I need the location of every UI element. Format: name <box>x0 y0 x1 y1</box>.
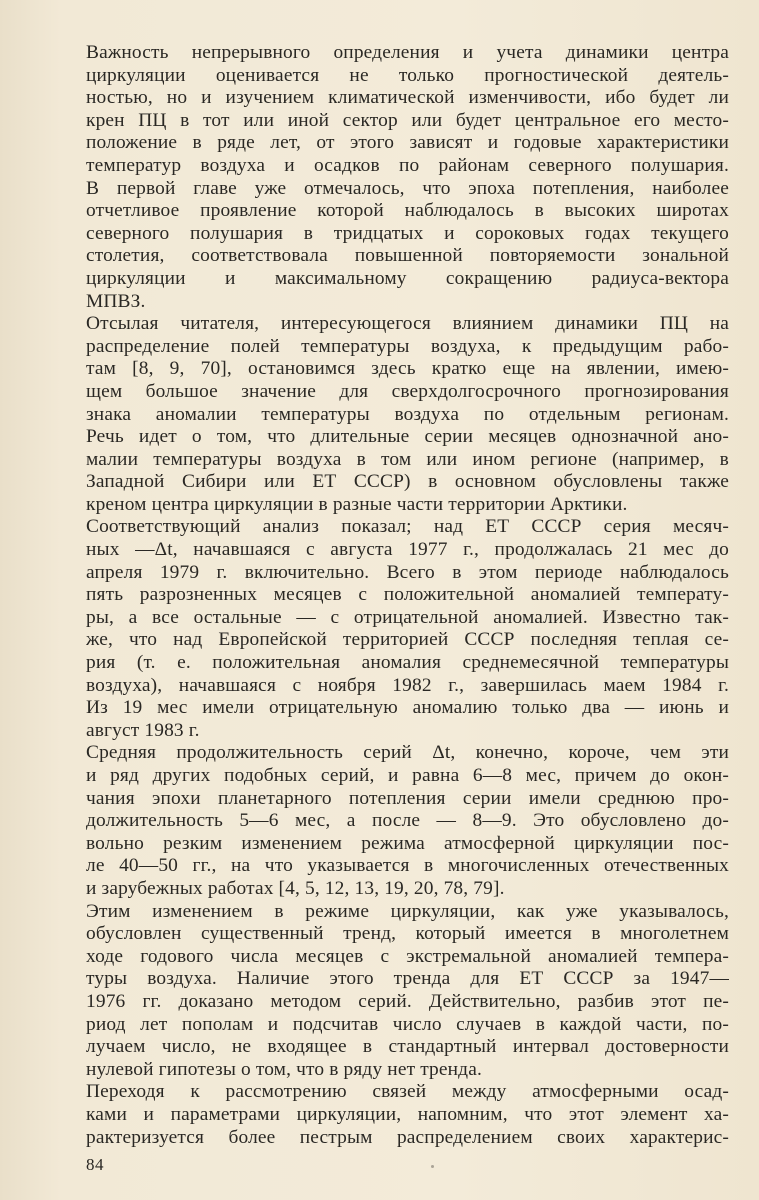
text-line: и зарубежных работах [4, 5, 12, 13, 19, 20, 78, 79]. <box>86 877 505 899</box>
page-number: 84 <box>86 1155 104 1174</box>
text-line: щем большое значение для сверхдолгосрочного прогнозирования <box>86 380 729 402</box>
text-line: малии температуры воздуха в том или ином регионе (например, в <box>86 448 729 470</box>
text-line: риод лет пополам и подсчитав число случаев в каждой части, по- <box>86 1013 729 1035</box>
text-line: знака аномалии температуры воздуха по отдельным регионам. <box>86 403 729 425</box>
text-line: же, что над Европейской территорией СССР последняя теплая се- <box>86 629 729 651</box>
text-line: ходе годового числа месяцев с экстремальной аномалией темпера- <box>86 945 729 967</box>
text-line: Важность непрерывного определения и учета динамики центра <box>86 42 729 63</box>
text-line: креном центра циркуляции в разные части территории Арктики. <box>86 493 628 515</box>
text-line: ностью, но и изучением климатической изменчивости, ибо будет ли <box>86 87 729 109</box>
text-line: циркуляции оценивается не только прогностической деятель- <box>86 64 729 86</box>
text-line: столетия, соответствовала повышенной повторяемости зональной <box>86 245 729 267</box>
text-line: распределение полей температуры воздуха, к предыдущим рабо- <box>86 335 729 357</box>
text-line: нулевой гипотезы о том, что в ряду нет тренда. <box>86 1058 482 1080</box>
text-line: должительность 5—6 мес, а после — 8—9. Это обусловлено до- <box>86 810 729 832</box>
text-line: Из 19 мес имели отрицательную аномалию только два — июнь и <box>86 697 729 719</box>
text-line: северного полушария в тридцатых и сороковых годах текущего <box>86 222 729 244</box>
paragraph <box>86 742 729 900</box>
text-line: там [8, 9, 70], остановимся здесь кратко еще на явлении, имею- <box>86 358 729 380</box>
text-line: лучаем число, не входящее в стандартный интервал достоверности <box>86 1036 729 1058</box>
text-line: и ряд других подобных серий, и равна 6—8 мес, причем до окон- <box>86 765 729 786</box>
text-line: ками и параметрами циркуляции, напомним, что этот элемент ха- <box>86 1103 729 1125</box>
text-line: апреля 1979 г. включительно. Всего в этом периоде наблюдалось <box>86 561 729 583</box>
body-text <box>86 42 729 1149</box>
text-line: температур воздуха и осадков по районам северного полушария. <box>86 154 729 176</box>
text-line: циркуляции и максимальному сокращению радиуса-вектора <box>86 267 729 289</box>
text-line: Отсылая читателя, интересующегося влиянием динамики ПЦ на <box>86 313 729 335</box>
text-line: 1976 гг. доказано методом серий. Действительно, разбив этот пе- <box>86 990 729 1012</box>
text-line: ных —Δt, начавшаяся с августа 1977 г., продолжалась 21 мес до <box>86 539 729 561</box>
text-line: вольно резким изменением режима атмосферной циркуляции пос- <box>86 832 729 854</box>
text-line: рактеризуется более пестрым распределением своих характерис- <box>86 1126 729 1148</box>
text-line: туры воздуха. Наличие этого тренда для ЕТ СССР за 1947— <box>86 968 729 990</box>
text-line: Соответствующий анализ показал; над ЕТ СССР серия месяч- <box>86 516 729 538</box>
print-speck <box>431 1165 434 1168</box>
text-line: обусловлен существенный тренд, который имеется в многолетнем <box>86 923 729 945</box>
text-line: положение в ряде лет, от этого зависят и годовые характеристики <box>86 132 729 154</box>
text-line: Средняя продолжительность серий Δt, конечно, короче, чем эти <box>86 742 729 764</box>
paragraph <box>86 313 729 516</box>
text-line: рия (т. е. положительная аномалия среднемесячной температуры <box>86 652 729 674</box>
paragraph <box>86 516 729 742</box>
paragraph <box>86 1081 729 1149</box>
text-line: Западной Сибири или ЕТ СССР) в основном обусловлены также <box>86 471 729 493</box>
text-line: Речь идет о том, что длительные серии месяцев однозначной ано- <box>86 426 729 448</box>
text-line: чания эпохи планетарного потепления серии имели среднюю про- <box>86 787 729 809</box>
paragraph <box>86 42 729 313</box>
text-line: воздуха), начавшаяся с ноября 1982 г., завершилась маем 1984 г. <box>86 674 729 696</box>
text-line: отчетливое проявление которой наблюдалось в высоких широтах <box>86 200 729 222</box>
text-line: крен ПЦ в тот или иной сектор или будет центральное его место- <box>86 109 729 131</box>
text-line: МПВЗ. <box>86 290 146 312</box>
paragraph <box>86 901 729 1082</box>
text-line: Переходя к рассмотрению связей между атмосферными осад- <box>86 1081 729 1103</box>
text-line: ры, а все остальные — с отрицательной аномалией. Известно так- <box>86 606 729 628</box>
text-line: В первой главе уже отмечалось, что эпоха потепления, наиболее <box>86 177 729 199</box>
text-line: август 1983 г. <box>86 719 200 741</box>
text-line: Этим изменением в режиме циркуляции, как уже указывалось, <box>86 900 729 922</box>
text-line: пять разрозненных месяцев с положительной аномалией температу- <box>86 584 729 606</box>
text-line: ле 40—50 гг., на что указывается в многочисленных отечественных <box>86 855 729 877</box>
